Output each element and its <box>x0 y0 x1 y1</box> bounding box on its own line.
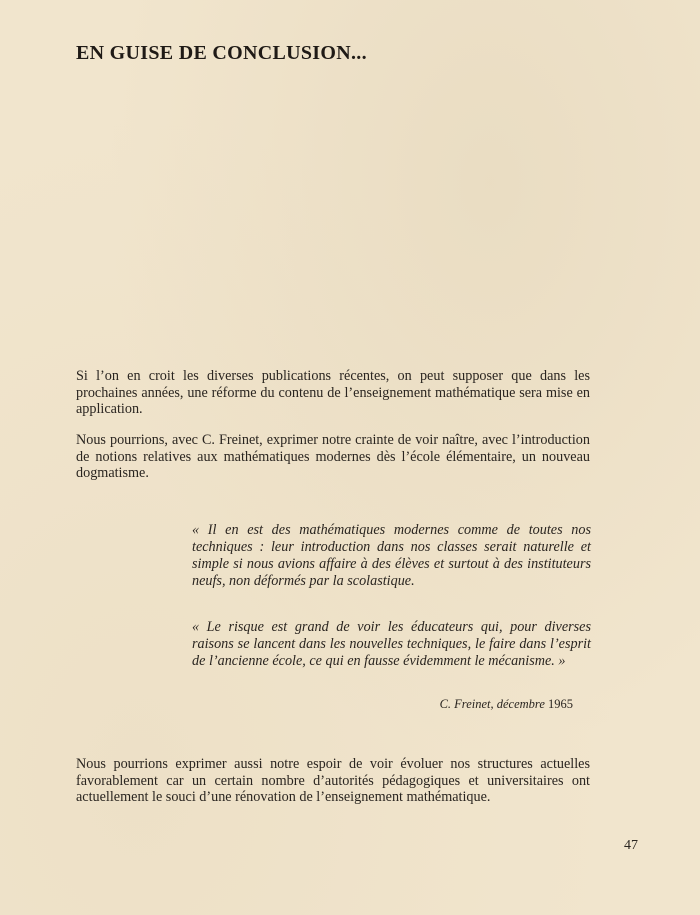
page-number: 47 <box>624 838 638 853</box>
body-paragraph-3: Nous pourrions exprimer aussi notre espoir de voir évoluer nos structures actuelles favorablement car un certain nombre d’autorités pédagogiques et universitaires ont actuellement le souci d’une rénovation de l’enseignement mathématique. <box>76 756 590 806</box>
quote-paragraph-1: « Il en est des mathématiques modernes comme de toutes nos techniques : leur introduction dans nos classes serait naturelle et simple si nous avions affaire à des élèves et surtout à des instituteurs neufs, non déformés par la scolastique. <box>192 522 591 589</box>
page-title: EN GUISE DE CONCLUSION... <box>76 42 367 64</box>
body-paragraph-1: Si l’on en croit les diverses publications récentes, on peut supposer que dans les prochaines années, une réforme du contenu de l’enseignement mathématique sera mise en application. <box>76 368 590 418</box>
quote-attribution <box>192 697 573 712</box>
quote-author: C. Freinet, décembre <box>439 697 545 711</box>
body-paragraph-2: Nous pourrions, avec C. Freinet, exprimer notre crainte de voir naître, avec l’introduction de notions relatives aux mathématiques modernes dès l’école élémentaire, un nouveau dogmatisme. <box>76 432 590 482</box>
quote-year: 1965 <box>548 697 573 711</box>
quote-paragraph-2: « Le risque est grand de voir les éducateurs qui, pour diverses raisons se lancent dans les nouvelles techniques, le faire dans l’esprit de l’ancienne école, ce qui en fausse évidemment le mécanisme. » <box>192 619 591 669</box>
